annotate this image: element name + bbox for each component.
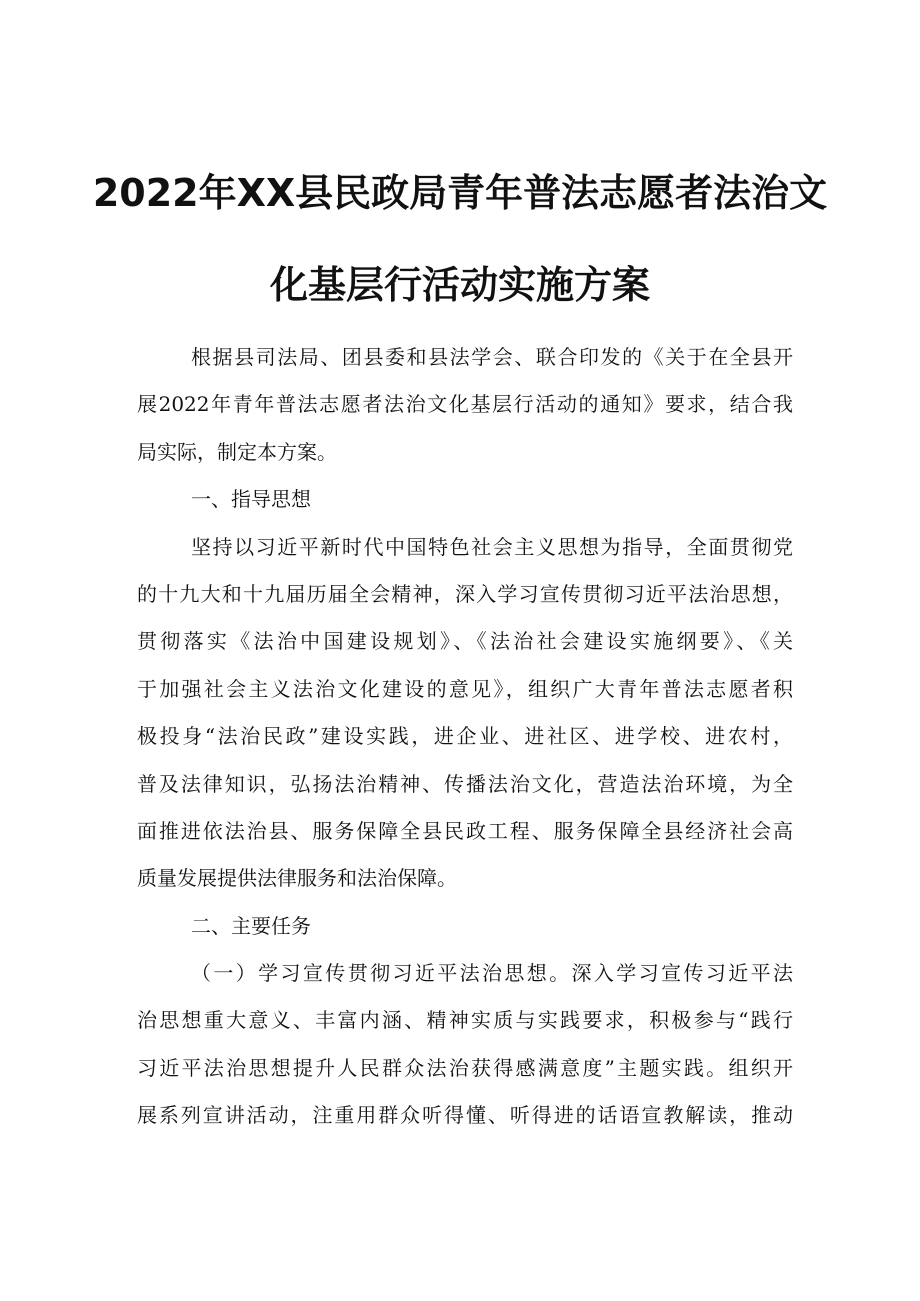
paragraph-2-line-7: 面推进依法治县、服务保障全县民政工程、服务保障全县经济社会高 [137, 818, 793, 843]
paragraph-3-line-3: 习近平法治思想提升人民群众法治获得感满意度”主题实践。组织开 [137, 1055, 793, 1080]
document-body [137, 334, 793, 1140]
section-heading-1: 一、指导思想 [191, 487, 311, 512]
paragraph-1-line-2: 展2022年青年普法志愿者法治文化基层行活动的通知》要求，结合我 [137, 392, 793, 417]
document-title-line-2: 化基层行活动实施方案 [269, 263, 650, 307]
paragraph-3-line-2: 治思想重大意义、丰富内涵、精神实质与实践要求，积极参与“践行 [137, 1008, 793, 1033]
section-heading-2: 二、主要任务 [191, 913, 311, 938]
paragraph-3-line-1: （一）学习宣传贯彻习近平法治思想。深入学习宣传习近平法 [191, 961, 793, 986]
paragraph-3-line-4: 展系列宣讲活动，注重用群众听得懂、听得进的话语宣教解读，推动 [137, 1103, 793, 1128]
paragraph-2-line-2: 的十九大和十九届历届全会精神，深入学习宣传贯彻习近平法治思想， [137, 581, 793, 606]
paragraph-2-line-5: 极投身“法治民政”建设实践，进企业、进社区、进学校、进农村， [137, 724, 793, 749]
paragraph-2-line-6: 普及法律知识，弘扬法治精神、传播法治文化，营造法治环境，为全 [137, 771, 793, 796]
paragraph-2-line-4: 于加强社会主义法治文化建设的意见》，组织广大青年普法志愿者积 [137, 676, 793, 701]
paragraph-1-line-1: 根据县司法局、团县委和县法学会、联合印发的《关于在全县开 [191, 345, 793, 369]
paragraph-2-line-1: 坚持以习近平新时代中国特色社会主义思想为指导，全面贯彻党 [191, 534, 793, 559]
paragraph-2-line-3: 贯彻落实《法治中国建设规划》、《法治社会建设实施纲要》、《关 [137, 629, 793, 654]
paragraph-2-line-8: 质量发展提供法律服务和法治保障。 [137, 866, 457, 891]
paragraph-1-line-3: 局实际，制定本方案。 [137, 439, 337, 464]
document-title-line-1: 2022年XX县民政局青年普法志愿者法治文 [92, 171, 828, 215]
